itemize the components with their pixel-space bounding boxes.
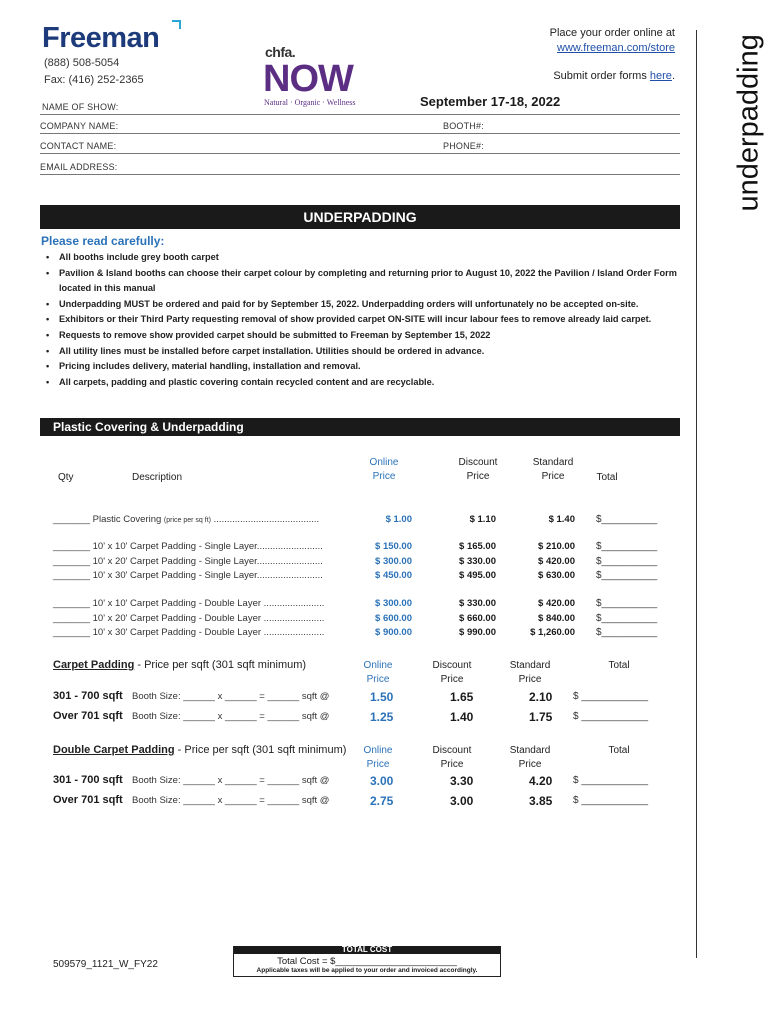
qty-blank[interactable]: _______ [53,570,90,581]
table-row [53,570,323,581]
bullet-item: • All utility lines must be installed before carpet installation. Utilities should be ordered in advance. [46,344,680,360]
discount-price: $ 330.00 [459,555,496,567]
double-padding-heading [53,744,346,756]
sqft-range: Over 701 sqft [53,794,123,806]
order-online-text: Place your order online at [549,27,675,39]
phone-number: (888) 508-5054 [44,57,120,69]
booth-size-calc[interactable]: Booth Size: ______ x ______ = ______ sqft @ [132,775,330,786]
col-discount-price: Discount Price [458,457,498,482]
submit-label: Submit order forms [553,70,650,82]
standard-price: 3.85 [529,794,553,808]
online-price: 1.25 [370,710,394,724]
online-price: 1.50 [370,690,394,704]
bullet-item: • Pavilion & Island booths can choose their carpet colour by completing and returning prior to August 10, 2022 the Pavilion / Island Order Form located in this manual [46,266,680,297]
table-row [53,541,323,552]
store-link[interactable]: www.freeman.com/store [557,42,675,54]
total-blank[interactable]: $__________ [596,570,658,581]
item-desc: 10' x 30' Carpet Padding - Single Layer......................... [92,570,323,581]
col-description: Description [132,472,183,483]
total-blank[interactable]: $ ____________ [573,711,649,722]
section-title-bar: UNDERPADDING [40,205,680,229]
double-padding-title: Double Carpet Padding [53,744,175,756]
table-row [53,613,324,624]
side-title: underpadding [732,34,765,212]
form-code: 509579_1121_W_FY22 [53,959,158,970]
online-price: $ 450.00 [375,570,412,581]
standard-price: 2.10 [529,690,553,704]
freeman-logo-mark-icon [172,20,181,29]
cp-col-online: Online Price [363,660,393,685]
discount-price: $ 330.00 [459,598,496,609]
dp-col-total: Total [608,745,630,756]
table-row [53,627,324,638]
qty-blank[interactable]: _______ [53,612,90,624]
instructions-list [46,250,680,390]
qty-blank[interactable]: _______ [53,514,90,525]
total-blank[interactable]: $ ____________ [573,691,649,702]
discount-price: 1.65 [450,690,474,704]
online-price: $ 600.00 [375,612,412,624]
total-blank[interactable]: $ ____________ [573,795,649,806]
online-price: 2.75 [370,794,394,808]
online-price: $ 300.00 [375,598,412,609]
item-desc: Plastic Covering [92,514,164,525]
booth-size-calc[interactable]: Booth Size: ______ x ______ = ______ sqft @ [132,795,330,806]
dp-col-discount: Discount Price [432,745,472,770]
cp-col-standard: Standard Price [509,660,551,685]
standard-price: $ 210.00 [538,541,575,552]
bullet-item: • Requests to remove show provided carpet should be submitted to Freeman by September 15, 2022 [46,328,680,344]
bullet-item: • All carpets, padding and plastic covering contain recycled content and are recyclable. [46,375,680,391]
col-qty: Qty [58,472,74,483]
cp-col-discount: Discount Price [432,660,472,685]
online-price: $ 150.00 [375,541,412,552]
plastic-underpadding-bar: Plastic Covering & Underpadding [40,418,680,436]
item-desc-unit: (price per sq ft) [163,517,211,524]
discount-price: $ 990.00 [459,627,496,638]
submit-here-link[interactable]: here [649,70,672,82]
discount-price: 1.40 [450,710,474,724]
sqft-range: Over 701 sqft [53,710,123,722]
discount-price: 3.00 [450,794,474,808]
submit-period: . [671,70,675,82]
total-blank[interactable]: $__________ [596,514,658,525]
total-blank[interactable]: $__________ [596,598,658,609]
double-padding-sub: - Price per sqft (301 sqft minimum) [174,744,347,756]
total-blank[interactable]: $__________ [596,627,658,638]
side-rule [696,30,697,958]
logo-tagline: Natural · Organic · Wellness [264,98,356,107]
discount-price: $ 495.00 [459,570,496,581]
cp-col-total: Total [608,660,630,671]
field-line-email[interactable] [40,174,680,175]
chfa-logo-text: chfa. [265,44,296,60]
standard-price: $ 420.00 [538,598,575,609]
item-dots: ........................................ [210,514,320,525]
standard-price: $ 840.00 [538,612,575,624]
discount-price: $ 1.10 [469,514,496,525]
standard-price: $ 420.00 [538,555,575,567]
online-price: $ 300.00 [375,555,412,567]
freeman-logo: Freeman [42,22,160,54]
now-logo-text: NOW [263,58,353,100]
item-desc: 10' x 20' Carpet Padding - Single Layer......................... [92,555,323,567]
item-desc: 10' x 10' Carpet Padding - Single Layer......................... [92,541,323,552]
item-desc: 10' x 10' Carpet Padding - Double Layer ....................... [92,598,325,609]
dp-col-online: Online Price [363,745,393,770]
carpet-padding-title: Carpet Padding [53,659,135,671]
field-line-contact[interactable] [40,153,680,154]
table-row-plastic [53,514,319,525]
col-standard-price: Standard Price [532,457,574,482]
total-blank[interactable]: $ ____________ [573,775,649,786]
qty-blank[interactable]: _______ [53,627,90,638]
total-blank[interactable]: $__________ [596,541,658,552]
standard-price: $ 1.40 [548,514,575,525]
fax-number: Fax: (416) 252-2365 [44,74,144,86]
bullet-item: • All booths include grey booth carpet [46,250,680,266]
show-date: September 17-18, 2022 [420,94,561,109]
online-price: $ 900.00 [375,627,412,638]
bullet-item: • Exhibitors or their Third Party requesting removal of show provided carpet ON-SITE will incur labour fees to remove already laid carpet. [46,312,680,328]
field-label-company: COMPANY NAME: [40,121,119,131]
standard-price: 1.75 [529,710,553,724]
sqft-range: 301 - 700 sqft [53,690,123,702]
total-blank[interactable]: $__________ [596,612,658,624]
field-label-email: EMAIL ADDRESS: [40,162,118,172]
field-line-show[interactable] [40,114,680,115]
standard-price: $ 1,260.00 [530,627,575,638]
booth-size-calc[interactable]: Booth Size: ______ x ______ = ______ sqft @ [132,711,330,722]
field-label-booth: BOOTH#: [443,121,484,131]
online-price: 3.00 [370,774,394,788]
col-online-price: Online Price [369,457,399,482]
carpet-padding-sub: - Price per sqft (301 sqft minimum) [134,659,307,671]
field-label-contact: CONTACT NAME: [40,141,117,151]
col-total: Total [596,472,618,483]
total-blank[interactable]: $__________ [596,555,658,567]
chfa-now-logo [263,44,373,110]
table-row [53,598,324,609]
standard-price: $ 630.00 [538,570,575,581]
field-line-company[interactable] [40,133,680,134]
item-desc: 10' x 20' Carpet Padding - Double Layer ....................... [92,612,325,624]
total-cost-header: TOTAL COST [234,946,500,954]
standard-price: 4.20 [529,774,553,788]
submit-order-text [553,70,675,82]
field-label-phone: PHONE#: [443,141,484,151]
sqft-range: 301 - 700 sqft [53,774,123,786]
qty-blank[interactable]: _______ [53,598,90,609]
please-read-heading: Please read carefully: [41,234,165,248]
bullet-item: • Pricing includes delivery, material handling, installation and removal. [46,359,680,375]
bullet-item: • Underpadding MUST be ordered and paid for by September 15, 2022. Underpadding orders will unfortunately no be accepted on-site. [46,297,680,313]
field-label-show: NAME OF SHOW: [42,102,119,112]
table-row [53,556,323,567]
discount-price: $ 165.00 [459,541,496,552]
carpet-padding-heading [53,659,306,671]
qty-blank[interactable]: _______ [53,541,90,552]
booth-size-calc[interactable]: Booth Size: ______ x ______ = ______ sqft @ [132,691,330,702]
tax-note: Applicable taxes will be applied to your order and invoiced accordingly. [256,967,478,974]
discount-price: $ 660.00 [459,612,496,624]
total-cost-line[interactable]: Total Cost = $_______________________ [277,956,457,967]
qty-blank[interactable]: _______ [53,555,90,567]
discount-price: 3.30 [450,774,474,788]
online-price: $ 1.00 [385,514,412,525]
dp-col-standard: Standard Price [509,745,551,770]
item-desc: 10' x 30' Carpet Padding - Double Layer ....................... [92,627,325,638]
total-cost-box [233,946,501,977]
